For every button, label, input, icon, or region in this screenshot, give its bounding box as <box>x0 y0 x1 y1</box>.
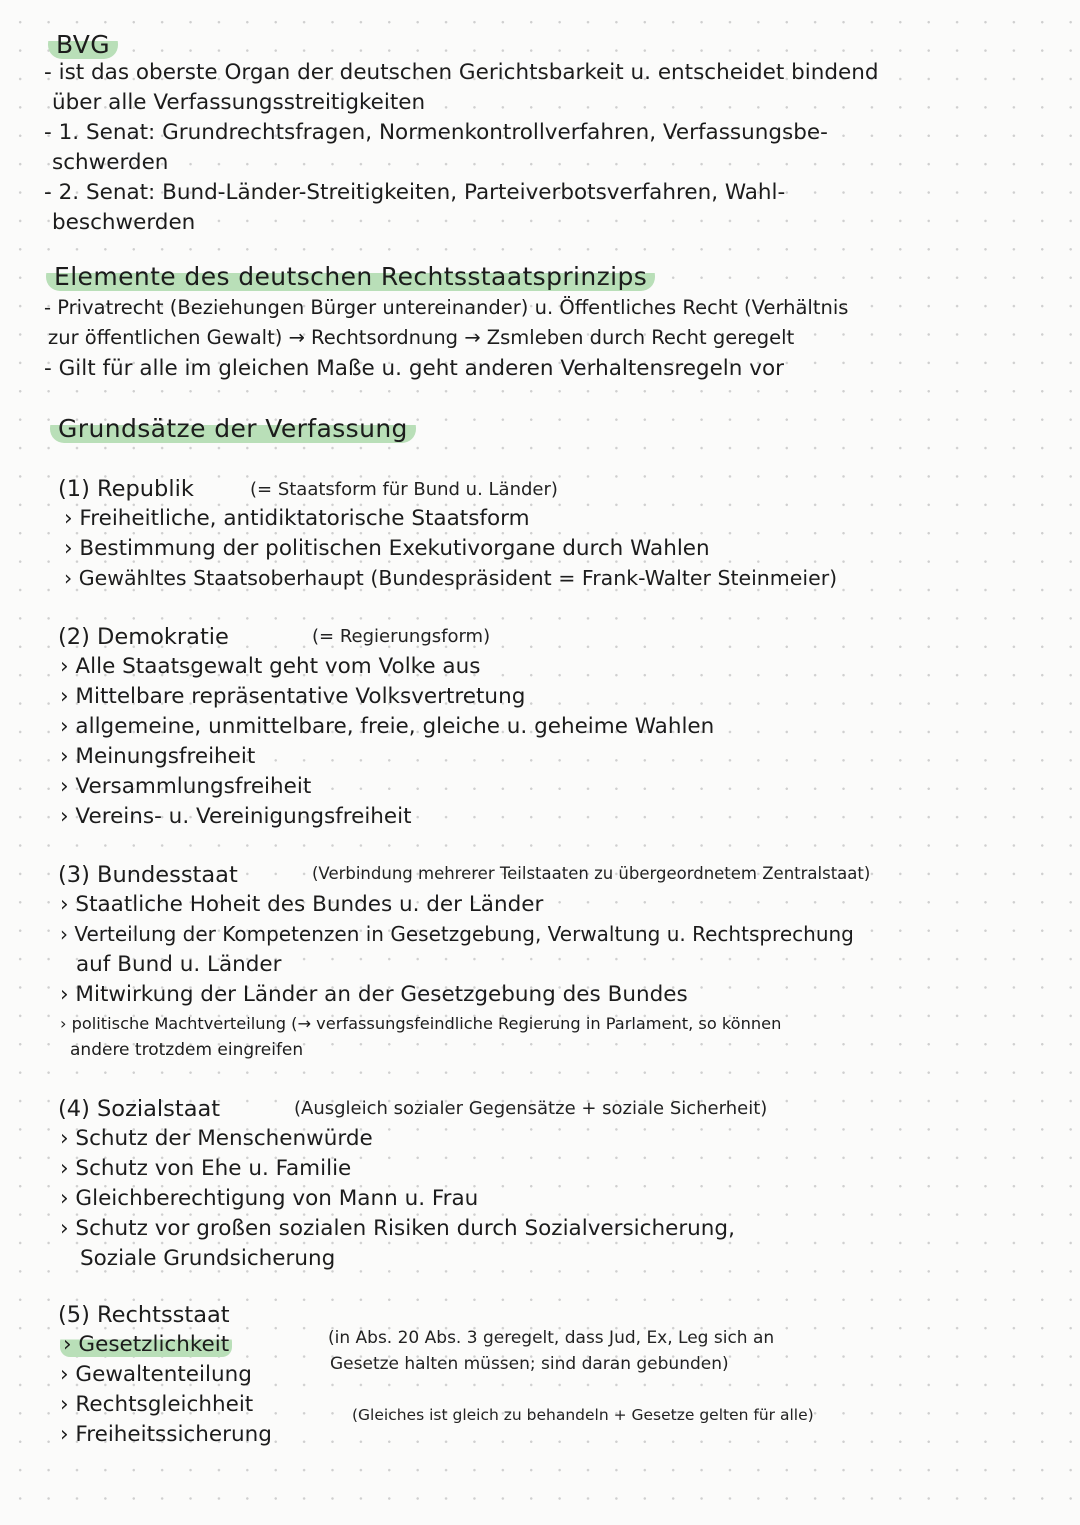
bvg-line: - 1. Senat: Grundrechtsfragen, Normenkontrollverfahren, Verfassungsbe- <box>44 120 828 145</box>
rechtsstaat-item-gesetzlichkeit <box>60 1334 232 1356</box>
republik-heading: (1) Republik <box>58 476 194 502</box>
bvg-title: BVG <box>48 30 118 59</box>
republik-note: (= Staatsform für Bund u. Länder) <box>250 479 558 500</box>
republik-item: › Gewähltes Staatsoberhaupt (Bundespräsident = Frank-Walter Steinmeier) <box>64 566 838 590</box>
sozialstaat-item: Soziale Grundsicherung <box>80 1246 336 1271</box>
rechtsstaat-item: › Freiheitssicherung <box>60 1422 272 1447</box>
sozialstaat-heading: (4) Sozialstaat <box>58 1096 221 1122</box>
sozialstaat-item: › Schutz vor großen sozialen Risiken durch Sozialversicherung, <box>60 1216 735 1241</box>
elemente-line: - Privatrecht (Beziehungen Bürger untereinander) u. Öffentliches Recht (Verhältnis <box>44 296 849 319</box>
demokratie-item: › Meinungsfreiheit <box>60 744 256 769</box>
elemente-line: - Gilt für alle im gleichen Maße u. geht anderen Verhaltensregeln vor <box>44 356 784 381</box>
elemente-title: Elemente des deutschen Rechtsstaatsprinzips <box>46 262 655 291</box>
sozialstaat-item: › Gleichberechtigung von Mann u. Frau <box>60 1186 479 1211</box>
bvg-line: schwerden <box>52 150 169 175</box>
rechtsstaat-note: (in Abs. 20 Abs. 3 geregelt, dass Jud, Ex, Leg sich an <box>328 1328 775 1348</box>
bvg-line: - ist das oberste Organ der deutschen Gerichtsbarkeit u. entscheidet bindend <box>44 60 879 85</box>
sozialstaat-item: › Schutz der Menschenwürde <box>60 1126 373 1151</box>
grundsaetze-title: Grundsätze der Verfassung <box>50 414 416 443</box>
demokratie-item: › Versammlungsfreiheit <box>60 774 312 799</box>
bvg-line: - 2. Senat: Bund-Länder-Streitigkeiten, Parteiverbotsverfahren, Wahl- <box>44 180 786 205</box>
bvg-line: beschwerden <box>52 210 196 235</box>
sozialstaat-item: › Schutz von Ehe u. Familie <box>60 1156 352 1181</box>
sozialstaat-note: (Ausgleich sozialer Gegensätze + soziale Sicherheit) <box>294 1098 768 1119</box>
bundesstaat-item: auf Bund u. Länder <box>76 952 282 977</box>
demokratie-item: › allgemeine, unmittelbare, freie, gleiche u. geheime Wahlen <box>60 714 715 739</box>
republik-item: › Bestimmung der politischen Exekutivorgane durch Wahlen <box>64 536 710 561</box>
rechtsstaat-note: (Gleiches ist gleich zu behandeln + Gesetze gelten für alle) <box>352 1406 814 1424</box>
rechtsstaat-heading: (5) Rechtsstaat <box>58 1302 230 1328</box>
bundesstaat-item: › Staatliche Hoheit des Bundes u. der Länder <box>60 892 544 917</box>
rechtsstaat-item: › Rechtsgleichheit <box>60 1392 254 1417</box>
bundesstaat-note: (Verbindung mehrerer Teilstaaten zu übergeordnetem Zentralstaat) <box>312 864 871 883</box>
demokratie-item: › Mittelbare repräsentative Volksvertretung <box>60 684 526 709</box>
rechtsstaat-item: › Gewaltenteilung <box>60 1362 252 1387</box>
republik-item: › Freiheitliche, antidiktatorische Staatsform <box>64 506 530 531</box>
elemente-line: zur öffentlichen Gewalt) → Rechtsordnung → Zsmleben durch Recht geregelt <box>48 326 795 349</box>
bundesstaat-heading: (3) Bundesstaat <box>58 862 238 888</box>
bundesstaat-item: andere trotzdem eingreifen <box>70 1040 304 1060</box>
demokratie-item: › Alle Staatsgewalt geht vom Volke aus <box>60 654 481 679</box>
bundesstaat-item: › Mitwirkung der Länder an der Gesetzgebung des Bundes <box>60 982 688 1007</box>
bvg-line: über alle Verfassungsstreitigkeiten <box>52 90 426 115</box>
demokratie-note: (= Regierungsform) <box>312 626 491 647</box>
bundesstaat-item: › politische Machtverteilung (→ verfassungsfeindliche Regierung in Parlament, so können <box>60 1014 782 1033</box>
rechtsstaat-note: Gesetze halten müssen; sind daran gebunden) <box>330 1354 729 1374</box>
bundesstaat-item: › Verteilung der Kompetenzen in Gesetzgebung, Verwaltung u. Rechtsprechung <box>60 922 854 946</box>
rechtsstaat-item-label: › Gesetzlichkeit <box>60 1332 232 1357</box>
demokratie-item: › Vereins- u. Vereinigungsfreiheit <box>60 804 412 829</box>
demokratie-heading: (2) Demokratie <box>58 624 229 650</box>
